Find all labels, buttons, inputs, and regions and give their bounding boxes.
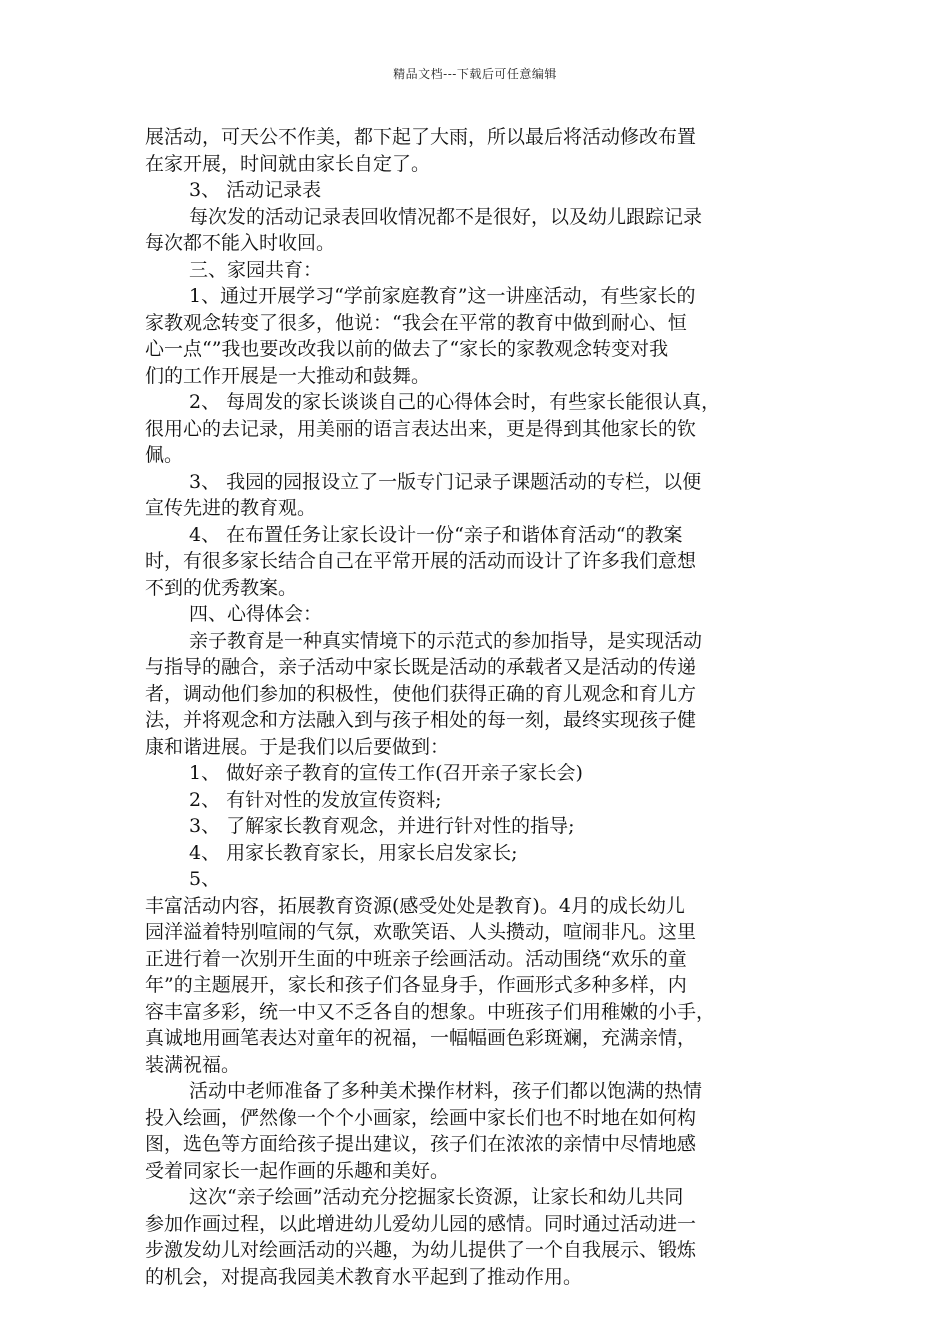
text-line: 家教观念转变了很多，他说：“我会在平常的教育中做到耐心、恒 xyxy=(145,311,687,334)
text-line: 不到的优秀教案。 xyxy=(145,576,298,599)
text-line: 1、通过开展学习“学前家庭教育”这一讲座活动，有些家长的 xyxy=(189,285,696,307)
text-line: 康和谐进展。于是我们以后要做到： xyxy=(145,735,450,758)
text-line: 展活动，可天公不作美，都下起了大雨，所以最后将活动修改布置 xyxy=(145,126,697,148)
text-line: 在家开展，时间就由家长自定了。 xyxy=(145,152,431,175)
text-line: 图，选色等方面给孩子提出建议，孩子们在浓浓的亲情中尽情地感 xyxy=(145,1133,697,1155)
section-heading: 三、家园共育： xyxy=(189,258,323,281)
text-line: 园洋溢着特别喧闹的气氛，欢歌笑语、人头攒动，喧闹非凡。这里 xyxy=(145,921,697,943)
text-line: 年”的主题展开，家长和孩子们各显身手，作画形式多种多样，内 xyxy=(145,974,687,996)
list-item: 4、 用家长教育家长，用家长启发家长; xyxy=(189,841,518,864)
text-line: 心一点“”我也要改改我以前的做去了“家长的家教观念转变对我 xyxy=(145,338,669,360)
text-line: 丰富活动内容，拓展教育资源(感受处处是教育)。4月的成长幼儿 xyxy=(145,894,685,917)
text-line: 亲子教育是一种真实情境下的示范式的参加指导，是实现活动 xyxy=(189,629,703,652)
text-line: 们的工作开展是一大推动和鼓舞。 xyxy=(145,364,431,387)
text-line: 4、 在布置任务让家长设计一份“亲子和谐体育活动“的教案 xyxy=(189,523,683,546)
page-header: 精品文档---下载后可任意编辑 xyxy=(393,67,557,81)
text-line: 受着同家长一起作画的乐趣和美好。 xyxy=(145,1159,450,1182)
document-body xyxy=(145,124,811,1290)
text-line: 正进行着一次别开生面的中班亲子绘画活动。活动围绕“欢乐的童 xyxy=(145,947,687,970)
text-line: 2、 每周发的家长谈谈自己的心得体会时，有些家长能很认真， xyxy=(189,391,721,413)
section-heading: 四、心得体会： xyxy=(189,603,323,625)
text-line: 时，有很多家长结合自己在平常开展的活动而设计了许多我们意想 xyxy=(145,550,697,572)
text-line: 装满祝福。 xyxy=(145,1053,241,1076)
list-item: 3、 了解家长教育观念，并进行针对性的指导; xyxy=(189,815,575,837)
text-line: 容丰富多彩，统一中又不乏各自的想象。中班孩子们用稚嫩的小手， xyxy=(145,1000,716,1023)
text-line: 3、 我园的园报设立了一版专门记录子课题活动的专栏，以便 xyxy=(189,470,702,493)
text-line: 参加作画过程，以此增进幼儿爱幼儿园的感情。同时通过活动进一 xyxy=(145,1212,697,1235)
text-line: 很用心的去记录，用美丽的语言表达出来，更是得到其他家长的钦 xyxy=(145,417,697,440)
text-line: 每次都不能入时收回。 xyxy=(145,232,336,254)
text-line: 的机会，对提高我园美术教育水平起到了推动作用。 xyxy=(145,1265,583,1288)
text-line: 佩。 xyxy=(145,444,184,466)
text-line: 者，调动他们参加的积极性，使他们获得正确的育儿观念和育儿方 xyxy=(145,682,697,705)
list-item: 5、 xyxy=(189,868,221,890)
list-item: 2、 有针对性的发放宣传资料; xyxy=(189,788,442,811)
text-line: 与指导的融合，亲子活动中家长既是活动的承载者又是活动的传递 xyxy=(145,656,697,678)
text-line: 真诚地用画笔表达对童年的祝福，一幅幅画色彩斑斓，充满亲情， xyxy=(145,1027,697,1049)
list-item: 1、 做好亲子教育的宣传工作(召开亲子家长会) xyxy=(189,762,583,784)
text-line: 这次“亲子绘画”活动充分挖掘家长资源，让家长和幼儿共同 xyxy=(189,1186,684,1208)
section-heading: 3、 活动记录表 xyxy=(189,179,322,201)
text-line: 投入绘画，俨然像一个个小画家，绘画中家长们也不时地在如何构 xyxy=(145,1106,697,1129)
text-line: 每次发的活动记录表回收情况都不是很好，以及幼儿跟踪记录 xyxy=(189,205,703,228)
text-line: 活动中老师准备了多种美术操作材料，孩子们都以饱满的热情 xyxy=(189,1080,703,1102)
text-line: 宣传先进的教育观。 xyxy=(145,497,317,519)
text-line: 法，并将观念和方法融入到与孩子相处的每一刻，最终实现孩子健 xyxy=(145,709,697,731)
text-line: 步激发幼儿对绘画活动的兴趣，为幼儿提供了一个自我展示、锻炼 xyxy=(145,1239,697,1261)
